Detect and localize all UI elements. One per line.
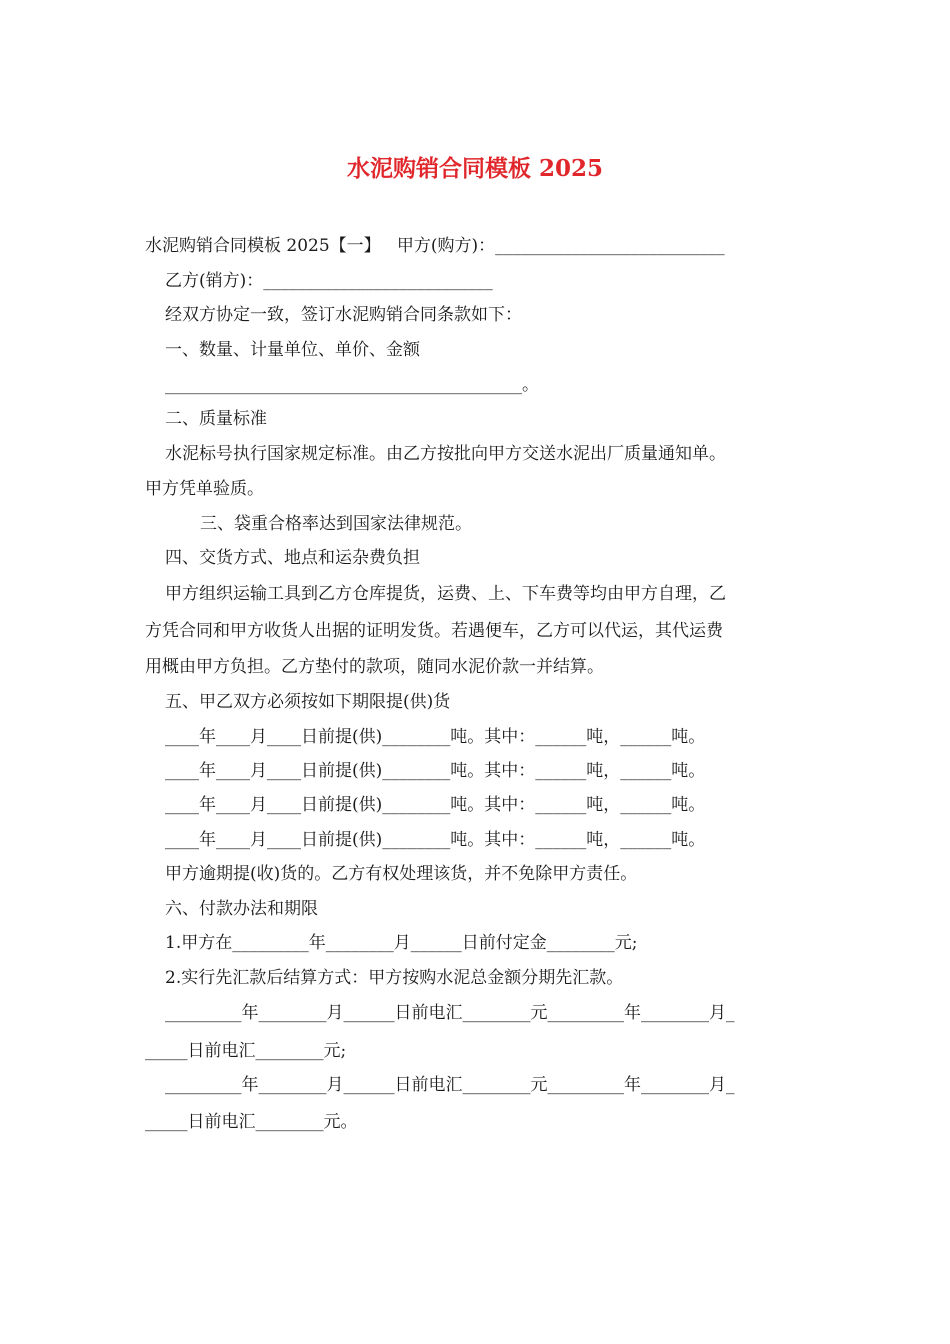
agreement-intro: 经双方协定一致，签订水泥购销合同条款如下： (165, 305, 522, 325)
delivery-schedule-row: ____年____月____日前提(供)________吨。其中：______吨，______吨。 (165, 727, 706, 747)
overdue-clause: 甲方逾期提(收)货的。乙方有权处理该货，并不免除甲方责任。 (165, 864, 638, 884)
payment-item-1: 1.甲方在_________年________月______日前付定金________元; (165, 933, 638, 953)
delivery-schedule-row: ____年____月____日前提(供)________吨。其中：______吨，______吨。 (165, 761, 706, 781)
remittance-row-2-cont: _____日前电汇________元。 (145, 1112, 358, 1132)
section-2-body-line-2: 甲方凭单验质。 (145, 479, 264, 499)
contract-heading-party-a: 水泥购销合同模板 2025【一】 甲方(购方)：___________________________ (145, 236, 725, 256)
payment-item-2: 2.实行先汇款后结算方式：甲方按购水泥总金额分期先汇款。 (165, 968, 624, 988)
party-b-line: 乙方(销方)：___________________________ (165, 271, 493, 291)
document-title: 水泥购销合同模板 2025 (346, 155, 604, 182)
remittance-row-1: _________年________月______日前电汇________元_________年________月_ (165, 1003, 735, 1023)
remittance-row-1-cont: _____日前电汇________元; (145, 1041, 347, 1061)
section-4-body-line-3: 用概由甲方负担。乙方垫付的款项，随同水泥价款一并结算。 (145, 657, 604, 677)
section-1-heading: 一、数量、计量单位、单价、金额 (165, 340, 420, 360)
section-4-body-line-2: 方凭合同和甲方收货人出据的证明发货。若遇便车，乙方可以代运，其代运费 (145, 621, 723, 641)
delivery-schedule-row: ____年____月____日前提(供)________吨。其中：______吨，______吨。 (165, 830, 706, 850)
section-5-heading: 五、甲乙双方必须按如下期限提(供)货 (165, 692, 451, 712)
section-2-body-line-1: 水泥标号执行国家规定标准。由乙方按批向甲方交送水泥出厂质量通知单。 (165, 444, 726, 464)
section-1-blank: __________________________________________。 (165, 375, 539, 395)
delivery-schedule-row: ____年____月____日前提(供)________吨。其中：______吨，______吨。 (165, 795, 706, 815)
section-3-heading: 三、袋重合格率达到国家法律规范。 (200, 514, 472, 534)
section-4-heading: 四、交货方式、地点和运杂费负担 (165, 548, 420, 568)
remittance-row-2: _________年________月______日前电汇________元_________年________月_ (165, 1075, 735, 1095)
section-2-heading: 二、质量标准 (165, 409, 267, 429)
section-6-heading: 六、付款办法和期限 (165, 899, 318, 919)
section-4-body-line-1: 甲方组织运输工具到乙方仓库提货，运费、上、下车费等均由甲方自理，乙 (165, 584, 726, 604)
